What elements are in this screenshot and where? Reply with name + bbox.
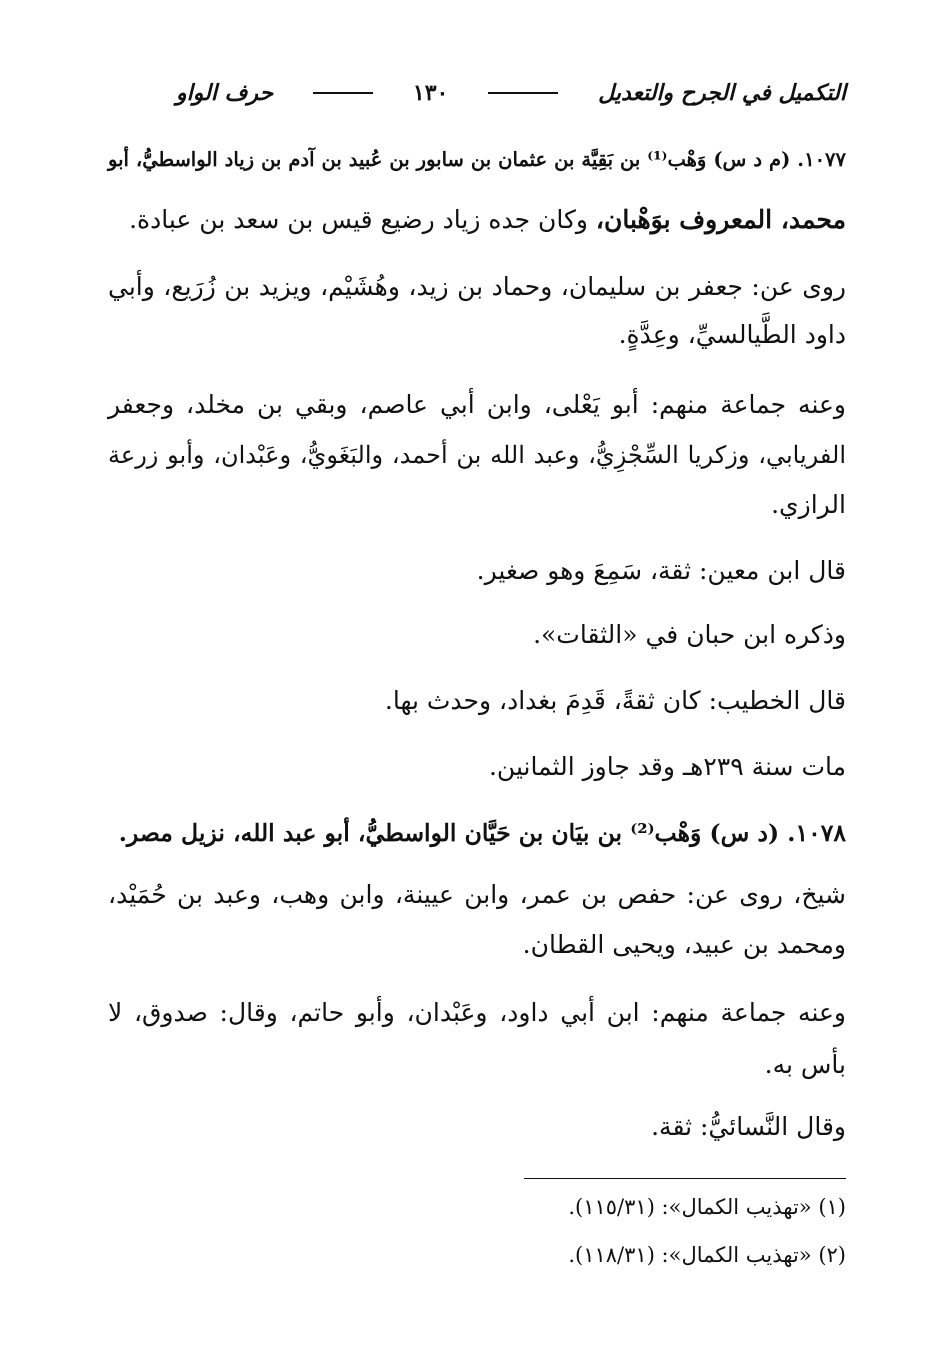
entry-1077-narrated-from-cont: داود الطَّيالسيِّ، وعِدَّةٍ. [618,320,846,349]
entry-1077-students: وعنه جماعة منهم: أبو يَعْلى، وابن أبي عاصم، وبقي بن مخلد، وجعفر [108,390,846,419]
entry-1077-narrated-from: روى عن: جعفر بن سليمان، وحماد بن زيد، وهُشَيْم، ويزيد بن زُرَيع، وأبي [108,272,846,301]
entry-1077-death: مات سنة ٢٣٩هـ وقد جاوز الثمانين. [488,752,846,781]
entry-1077-students-end: الرازي. [771,490,846,519]
entry-1078-narrated-from-cont: ومحمد بن عبيد، ويحيى القطان. [522,930,846,959]
footnote-divider [524,1178,846,1179]
book-title: التكميل في الجرح والتعديل [598,80,846,106]
entry-1077-ibn-main-quote: قال ابن معين: ثقة، سَمِعَ وهو صغير. [476,556,846,585]
entry-1077-note: وكان جده زياد رضيع قيس بن سعد بن عبادة. [129,205,596,234]
header-dash [488,92,558,94]
entry-1078-narrated-from: شيخ، روى عن: حفص بن عمر، وابن عيينة، وابن وهب، وعبد بن حُمَيْد، [108,880,846,909]
entry-1077-heading-cont [108,205,846,235]
entry-1077-kunya: محمد، المعروف بوَهْبان، [595,205,846,234]
entry-1078-students: وعنه جماعة منهم: ابن أبي داود، وعَبْدان، وأبو حاتم، وقال: صدوق، لا [108,998,846,1027]
entry-1078-nasai-quote: وقال النَّسائيُّ: ثقة. [651,1112,846,1141]
entry-1078-heading: ١٠٧٨. (د س) وَهْب⁽²⁾ بن بيَان بن حَيَّان الواسطيُّ، أبو عبد الله، نزيل مصر. [118,819,846,847]
chapter-title: حرف الواو [176,80,274,106]
entry-1078-students-cont: بأس به. [764,1050,846,1079]
entry-1077-khatib-quote: قال الخطيب: كان ثقةً، قَدِمَ بغداد، وحدث بها. [384,686,846,715]
header-dash [313,92,373,94]
entry-1077-students-cont: الفريابي، وزكريا السِّجْزِيُّ، وعبد الله بن أحمد، والبَغَويُّ، وعَبْدان، وأبو زرعة [108,441,846,469]
entry-1077-heading: ١٠٧٧. (م د س) وَهْب⁽¹⁾ بن بَقِيَّة بن عثمان بن سابور بن عُبيد بن آدم بن زياد الواسطيُّ، أبو [108,148,846,171]
running-header [176,80,846,106]
page-number: ١٣٠ [412,80,449,106]
footnote-2: (٢) «تهذيب الكمال»: (١١٨/٣١). [568,1243,846,1267]
entry-1077-ibn-hibban-quote: وذكره ابن حبان في «الثقات». [533,620,846,649]
footnote-1: (١) «تهذيب الكمال»: (١١٥/٣١). [568,1195,846,1219]
